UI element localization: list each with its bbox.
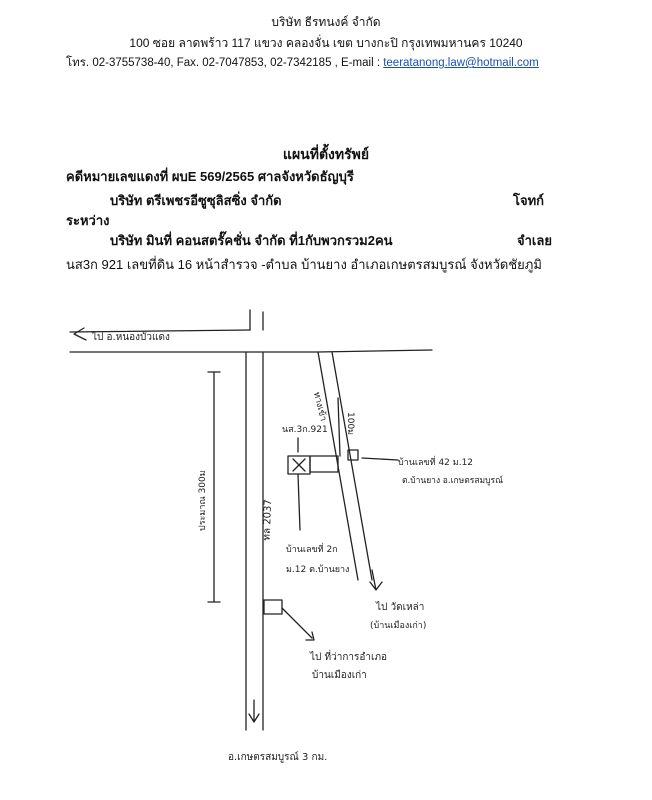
road-left-label: ทล 2037	[261, 499, 275, 541]
road-right-label: ทางเข้า	[310, 391, 328, 423]
bottom-label: อ.เกษตรสมบูรณ์ 3 กม.	[228, 752, 328, 763]
company-name: บริษัท ธีรทนงค์ จำกัด	[271, 15, 381, 29]
company-contact	[66, 54, 539, 72]
house2-line1: บ้านเลขที่ 2ก	[286, 545, 338, 555]
parcel-cross	[293, 459, 305, 471]
to-bottom-right-2: (บ้านเมืองเก่า)	[370, 621, 427, 631]
location-map	[0, 290, 652, 800]
house1-line1: บ้านเลขที่ 42 ม.12	[398, 458, 474, 468]
arrow-bottom	[249, 700, 259, 722]
to-bottom-mid-1: ไป ที่ว่าการอำเภอ	[310, 652, 388, 663]
property-description: นส3ก 921 เลขที่ดิน 16 หน้าสำรวจ -ตำบล บ้านยาง อำเภอเกษตรสมบูรณ์ จังหวัดชัยภูมิ	[66, 257, 542, 272]
document-title: แผนที่ตั้งทรัพย์	[282, 146, 370, 162]
house2-pointer	[298, 474, 300, 530]
house-block	[310, 456, 338, 472]
plaintiff-name: บริษัท ตรีเพชรอีซูซุลิสซิ่ง จำกัด	[110, 193, 282, 208]
distance-100-line	[338, 398, 340, 456]
to-top-left-label: ไป อ.หนองบัวแดง	[92, 332, 170, 343]
plaintiff-role: โจทก์	[513, 193, 545, 208]
contact-text: โทร. 02-3755738-40, Fax. 02-7047853, 02-7342185 , E-mail :	[66, 57, 384, 69]
distance-100-label: 100ม	[345, 412, 355, 436]
house1-line2: ต.บ้านยาง อ.เกษตรสมบูรณ์	[402, 476, 503, 486]
to-bottom-right-1: ไป วัดเหล่า	[376, 602, 425, 613]
defendant-role: จำเลย	[517, 233, 552, 248]
distance-300-label: ประมาณ 300ม	[198, 470, 208, 531]
between-label: ระหว่าง	[66, 213, 110, 228]
to-bottom-mid-2: บ้านเมืองเก่า	[312, 670, 367, 681]
email-link[interactable]: teeratanong.law@hotmail.com	[383, 57, 539, 69]
top-road-lower-edge	[70, 350, 432, 352]
company-address: 100 ซอย ลาดพร้าว 117 แขวง คลองจั่น เขต บางกะปิ กรุงเทพมหานคร 10240	[129, 36, 523, 50]
house1-pointer	[362, 458, 398, 460]
house2-line2: ม.12 ต.บ้านยาง	[286, 565, 350, 575]
defendant-name: บริษัท มินที่ คอนสตรั๊คชั่น จำกัด ที่1กับพวกรวม2คน	[110, 233, 393, 248]
office-pointer	[282, 608, 312, 638]
parcel-label: นส.3ก.921	[282, 425, 328, 435]
office-marker	[264, 600, 282, 614]
arrow-to-top-left	[74, 328, 86, 340]
case-number: คดีหมายเลขแดงที่ ผบE 569/2565 ศาลจังหวัดธัญบุรี	[66, 169, 354, 184]
